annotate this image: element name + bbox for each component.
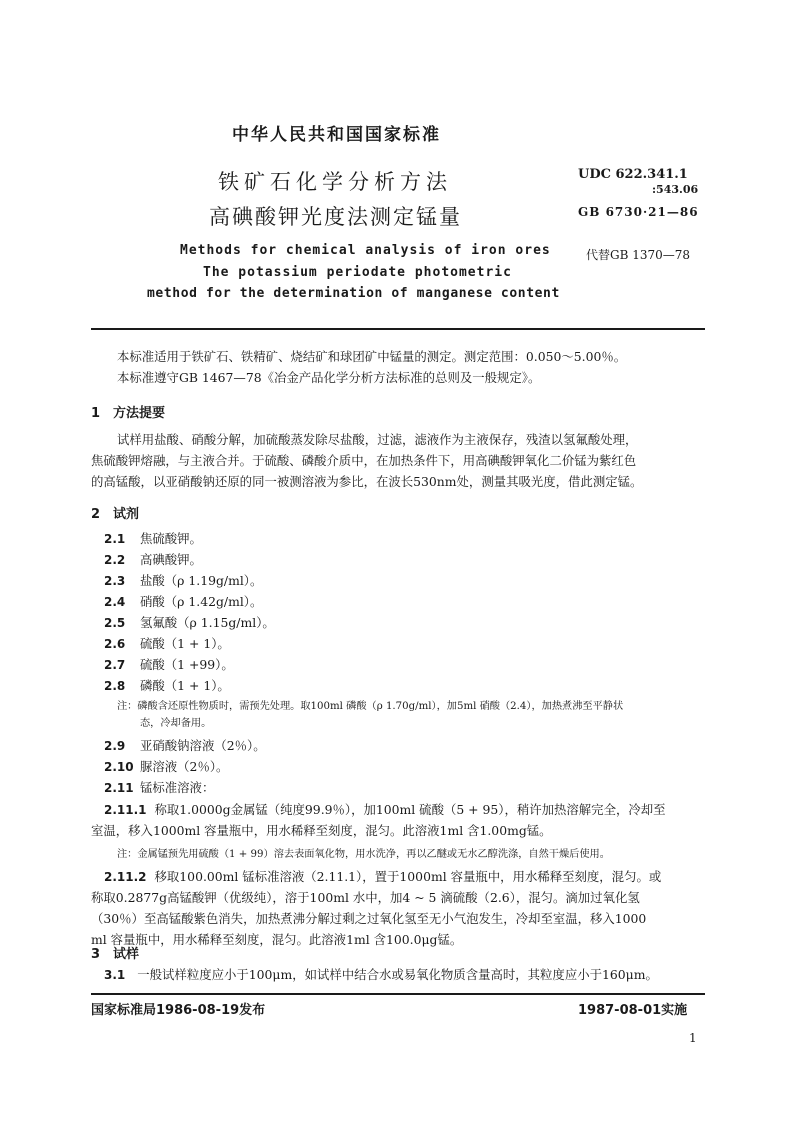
manganese-metal-note: 注：金属锰预先用硫酸（1 + 99）溶去表面氧化物，用水洗净，再以乙醚或无水乙醇洗涤，自然干燥后使用。: [117, 849, 610, 860]
paragraph-2-11-2-line-2: 称取0.2877g高锰酸钾（优级纯），溶于100ml 水中，加4 ~ 5 滴硫酸（2.6），混匀。滴加过氧化氢: [91, 890, 640, 905]
section-2-heading: 2 试剂: [91, 507, 140, 522]
paragraph-2-11-2-line-3: （30％）至高锰酸紫色消失，加热煮沸分解过剩之过氧化氢至无小气泡发生，冷却至室温，移入1000: [91, 911, 647, 926]
reagent-item: [104, 634, 230, 652]
replaces-standard: 代替GB 1370—78: [586, 248, 691, 262]
udc-code: UDC 622.341.1: [578, 167, 688, 182]
phosphoric-acid-note-line-2: 态，冷却备用。: [140, 718, 212, 729]
udc-subcode: :543.06: [652, 183, 699, 196]
clause-number: 2.11.2: [104, 870, 147, 884]
clause-text: 称取1.0000g金属锰（纯度99.9％），加100ml 硫酸（5 + 95），稍许加热溶解完全，冷却至: [154, 802, 666, 817]
section-1-heading: 1 方法提要: [91, 406, 166, 421]
english-title-line-2: The potassium periodate photometric: [203, 265, 512, 280]
footer-divider: [91, 993, 705, 995]
gb-standard-code: GB 6730·21—86: [578, 205, 699, 219]
english-title-line-3: method for the determination of manganese content: [147, 286, 560, 301]
reagent-item: [104, 592, 262, 610]
paragraph-3-1: [104, 964, 658, 986]
reagent-item: [104, 550, 202, 568]
reagent-number: 2.9: [104, 739, 126, 753]
english-title-line-1: Methods for chemical analysis of iron ores: [180, 243, 551, 258]
paragraph-2-11-2-line-4: ml 容量瓶中，用水稀释至刻度，混匀。此溶液1ml 含100.0μg锰。: [91, 932, 463, 947]
reagent-number: 2.10: [104, 760, 134, 774]
page-number: 1: [689, 1031, 697, 1045]
clause-text: 一般试样粒度应小于100μm，如试样中结合水或易氧化物质含量高时，其粒度应小于160μm。: [137, 967, 658, 982]
national-standard-title: 中华人民共和国国家标准: [232, 125, 441, 145]
reagent-text: 硝酸（ρ 1.42g/ml）。: [140, 594, 263, 609]
section-1-line-2: 焦硫酸钾熔融，与主液合并。于硫酸、磷酸介质中，在加热条件下，用高碘酸钾氧化二价锰为紫红色: [91, 453, 637, 468]
phosphoric-acid-note-line-1: 注：磷酸含还原性物质时，需预先处理。取100ml 磷酸（ρ 1.70g/ml），加5ml 硝酸（2.4），加热煮沸至平静状: [117, 701, 624, 712]
paragraph-2-11-2-line-1: [104, 866, 661, 888]
reagent-text: 焦硫酸钾。: [140, 531, 202, 546]
reagent-number: 2.11: [104, 781, 134, 795]
intro-scope: 本标准适用于铁矿石、铁精矿、烧结矿和球团矿中锰量的测定。测定范围：0.050～5.00％。: [117, 349, 627, 364]
reagent-text: 硫酸（1 + 1）。: [140, 636, 230, 651]
issue-date: 国家标准局1986-08-19发布: [91, 1003, 266, 1018]
clause-number: 2.11.1: [104, 803, 147, 817]
reagent-number: 2.4: [104, 595, 126, 609]
reagent-text: 磷酸（1 + 1）。: [140, 678, 230, 693]
document-title-line-2: 高碘酸钾光度法测定锰量: [209, 205, 462, 229]
intro-compliance: 本标准遵守GB 1467—78《冶金产品化学分析方法标准的总则及一般规定》。: [117, 370, 541, 385]
reagent-item: [104, 676, 230, 694]
clause-text: 移取100.00ml 锰标准溶液（2.11.1），置于1000ml 容量瓶中，用水稀释至刻度，混匀。或: [154, 869, 662, 884]
reagent-number: 2.8: [104, 679, 126, 693]
reagent-number: 2.7: [104, 658, 126, 672]
reagent-number: 2.3: [104, 574, 126, 588]
section-1-line-1: 试样用盐酸、硝酸分解，加硫酸蒸发除尽盐酸，过滤，滤液作为主液保存，残渣以氢氟酸处理，: [117, 432, 638, 447]
reagent-number: 2.1: [104, 532, 126, 546]
reagent-item: [104, 757, 228, 775]
effective-date: 1987-08-01实施: [578, 1003, 688, 1018]
reagent-item: [104, 613, 275, 631]
reagent-text: 盐酸（ρ 1.19g/ml）。: [140, 573, 263, 588]
reagent-item: [104, 529, 202, 547]
reagent-text: 高碘酸钾。: [140, 552, 202, 567]
reagent-text: 锰标准溶液：: [140, 780, 215, 795]
reagent-text: 脲溶液（2％）。: [140, 759, 229, 774]
reagent-item: [104, 736, 266, 754]
clause-number: 3.1: [104, 968, 126, 982]
reagent-number: 2.6: [104, 637, 126, 651]
section-3-heading: 3 试样: [91, 947, 140, 962]
paragraph-2-11-1-line-1: [104, 799, 666, 821]
reagent-item: [104, 778, 214, 796]
reagent-text: 氢氟酸（ρ 1.15g/ml）。: [140, 615, 275, 630]
section-1-line-3: 的高锰酸，以亚硝酸钠还原的同一被测溶液为参比，在波长530nm处，测量其吸光度，借此测定锰。: [91, 474, 643, 489]
reagent-number: 2.2: [104, 553, 126, 567]
reagent-text: 亚硝酸钠溶液（2％）。: [140, 738, 266, 753]
paragraph-2-11-1-line-2: 室温，移入1000ml 容量瓶中，用水稀释至刻度，混匀。此溶液1ml 含1.00mg锰。: [91, 823, 552, 838]
header-divider: [91, 328, 705, 330]
reagent-number: 2.5: [104, 616, 126, 630]
reagent-item: [104, 655, 234, 673]
reagent-item: [104, 571, 262, 589]
document-title-line-1: 铁矿石化学分析方法: [218, 170, 452, 194]
reagent-text: 硫酸（1 +99）。: [140, 657, 234, 672]
